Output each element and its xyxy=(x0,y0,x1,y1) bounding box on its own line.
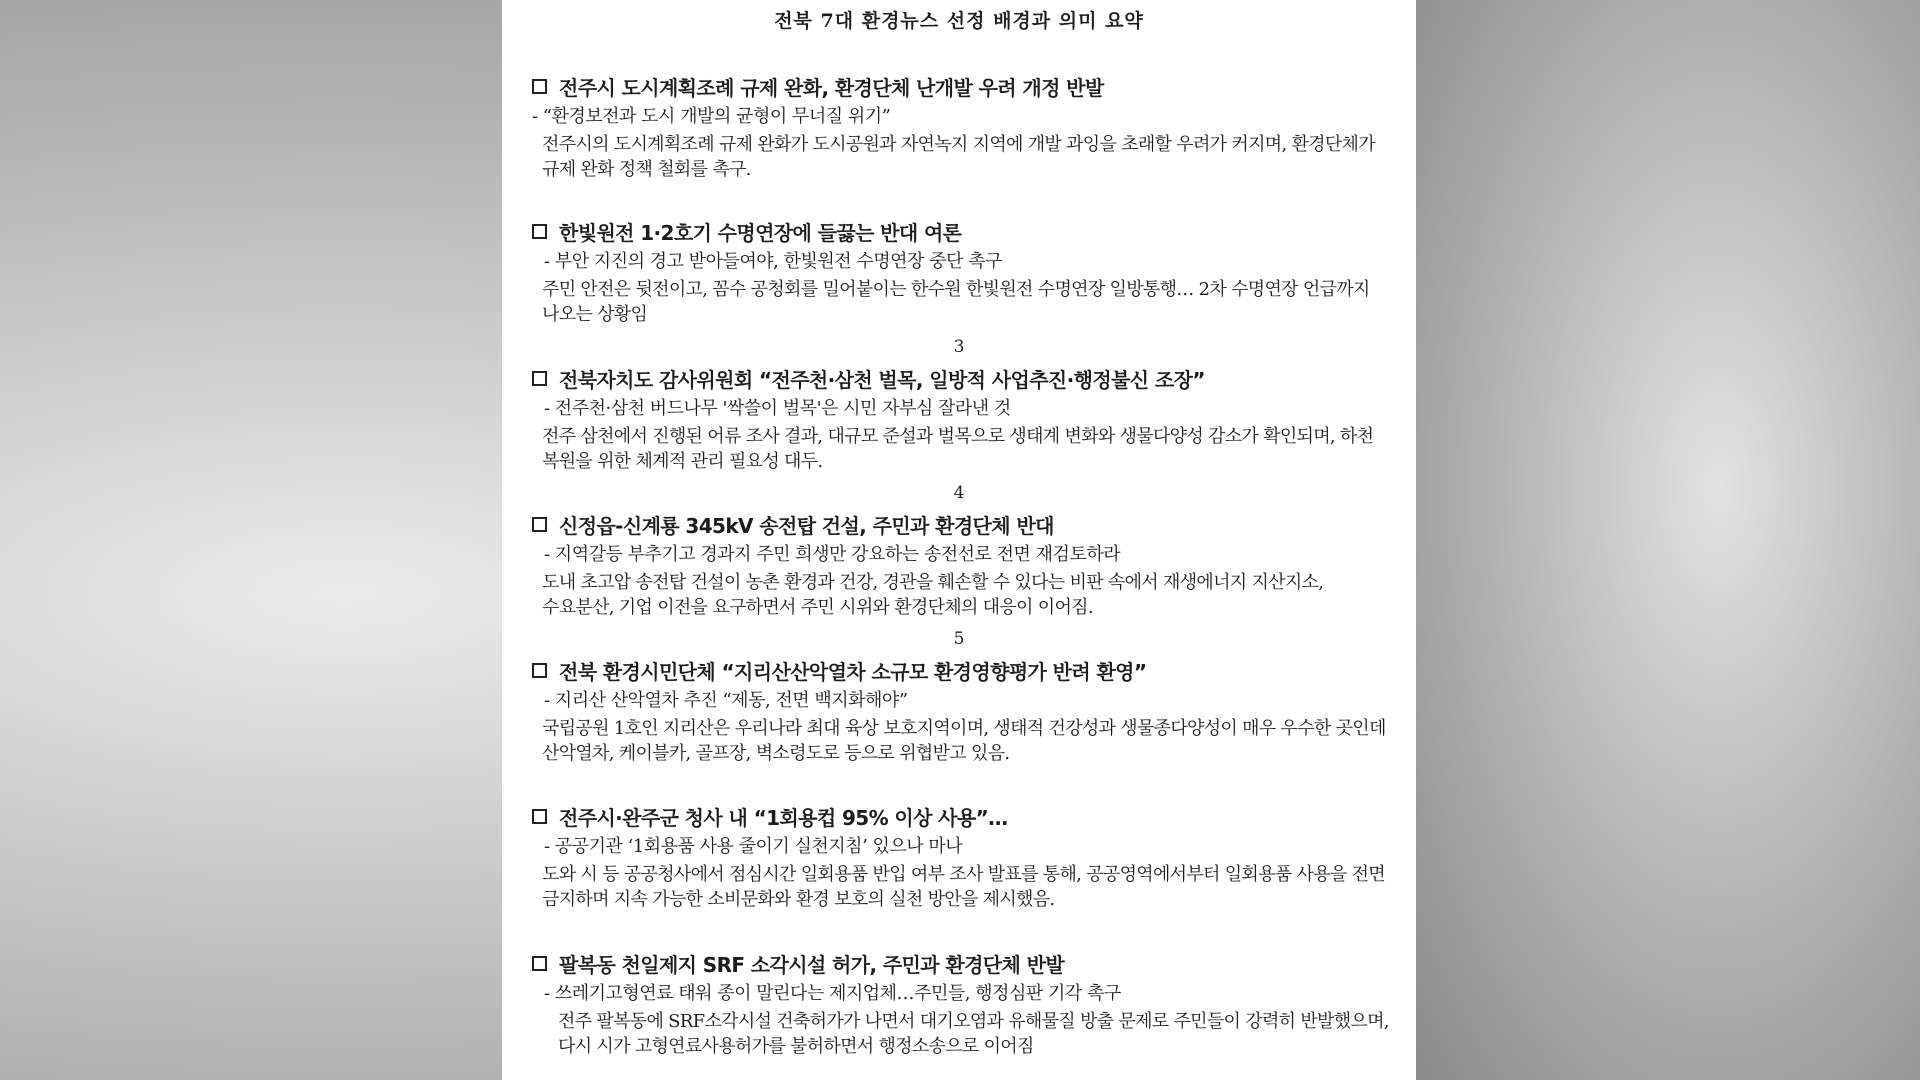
page-number: 3 xyxy=(953,337,965,357)
section-description: 전주 팔복동에 SRF소각시설 건축허가가 나면서 대기오염과 유해물질 방출 문제로 주민들이 강력히 반발했으며, 다시 시가 고형연료사용허가를 불허하면서 행정소송으로 이어짐 xyxy=(558,1011,1389,1057)
section-description: 국립공원 1호인 지리산은 우리나라 최대 육상 보호지역이며, 생태적 건강성과 생물종다양성이 매우 우수한 곳인데 산악열차, 케이블카, 골프장, 벽소령도로 등으로 위협받고 있음. xyxy=(542,718,1386,764)
news-section-3 xyxy=(532,362,1392,474)
section-description: 도내 초고압 송전탑 건설이 농촌 환경과 건강, 경관을 훼손할 수 있다는 비판 속에서 재생에너지 지산지소, 수요분산, 기업 이전을 요구하면서 주민 시위와 환경단체의 대응이 이어짐. xyxy=(542,572,1324,618)
document-page xyxy=(502,0,1416,1080)
news-section-7 xyxy=(532,947,1392,1059)
section-subtitle: - 지역갈등 부추기고 경과지 주민 희생만 강요하는 송전선로 전면 재검토하라 xyxy=(544,544,1121,565)
section-subtitle: - 공공기관 ‘1회용품 사용 줄이기 실천지침’ 있으나 마나 xyxy=(544,836,963,857)
news-section-1 xyxy=(532,70,1392,182)
news-section-5 xyxy=(532,654,1392,766)
checkbox-icon xyxy=(532,517,547,532)
checkbox-icon xyxy=(532,809,547,824)
checkbox-icon xyxy=(532,956,547,971)
document-title: 전북 7대 환경뉴스 선정 배경과 의미 요약 xyxy=(774,10,1144,32)
heading-text: 전북 환경시민단체 “지리산산악열차 소규모 환경영향평가 반려 환영” xyxy=(559,659,1147,684)
heading-text: 전주시 도시계획조례 규제 완화, 환경단체 난개발 우려 개정 반발 xyxy=(559,75,1104,100)
section-subtitle: - 쓰레기고형연료 태워 종이 말린다는 제지업체…주민들, 행정심판 기각 촉구 xyxy=(544,983,1121,1004)
section-description: 전주시의 도시계획조례 규제 완화가 도시공원과 자연녹지 지역에 개발 과잉을 초래할 우려가 커지며, 환경단체가 규제 완화 정책 철회를 촉구. xyxy=(542,134,1375,180)
section-heading xyxy=(532,800,1392,832)
page-number: 4 xyxy=(953,483,965,503)
news-section-6 xyxy=(532,800,1392,912)
checkbox-icon xyxy=(532,224,547,239)
page-number: 5 xyxy=(953,629,965,649)
section-heading xyxy=(532,215,1392,247)
heading-text: 팔복동 천일제지 SRF 소각시설 허가, 주민과 환경단체 반발 xyxy=(559,952,1065,977)
news-section-2 xyxy=(532,215,1392,327)
checkbox-icon xyxy=(532,663,547,678)
checkbox-icon xyxy=(532,79,547,94)
section-heading xyxy=(532,654,1392,686)
section-subtitle: - 지리산 산악열차 추진 “제동, 전면 백지화해야” xyxy=(544,690,908,711)
heading-text: 한빛원전 1·2호기 수명연장에 들끓는 반대 여론 xyxy=(559,220,962,245)
section-subtitle: - 부안 지진의 경고 받아들여야, 한빛원전 수명연장 중단 촉구 xyxy=(544,251,1002,272)
section-heading xyxy=(532,362,1392,394)
background-right xyxy=(1416,0,1920,1080)
heading-text: 전북자치도 감사위원회 “전주천·삼천 벌목, 일방적 사업추진·행정불신 조장” xyxy=(559,367,1205,392)
news-section-4 xyxy=(532,508,1392,620)
section-description: 도와 시 등 공공청사에서 점심시간 일회용품 반입 여부 조사 발표를 통해, 공공영역에서부터 일회용품 사용을 전면 금지하며 지속 가능한 소비문화와 환경 보호의 실천 방안을 제시했음. xyxy=(542,864,1385,910)
section-heading xyxy=(532,70,1392,102)
heading-text: 전주시·완주군 청사 내 “1회용컵 95% 이상 사용”… xyxy=(559,805,1008,830)
section-heading xyxy=(532,947,1392,979)
section-description: 주민 안전은 뒷전이고, 꼼수 공청회를 밀어붙이는 한수원 한빛원전 수명연장 일방통행… 2차 수명연장 언급까지 나오는 상황임 xyxy=(542,279,1370,325)
checkbox-icon xyxy=(532,371,547,386)
section-heading xyxy=(532,508,1392,540)
section-description: 전주 삼천에서 진행된 어류 조사 결과, 대규모 준설과 벌목으로 생태계 변화와 생물다양성 감소가 확인되며, 하천 복원을 위한 체계적 관리 필요성 대두. xyxy=(542,426,1374,472)
section-subtitle: - “환경보전과 도시 개발의 균형이 무너질 위기” xyxy=(532,106,891,127)
heading-text: 신정읍-신계룡 345kV 송전탑 건설, 주민과 환경단체 반대 xyxy=(559,513,1054,538)
section-subtitle: - 전주천·삼천 버드나무 '싹쓸이 벌목'은 시민 자부심 잘라낸 것 xyxy=(544,398,1011,419)
